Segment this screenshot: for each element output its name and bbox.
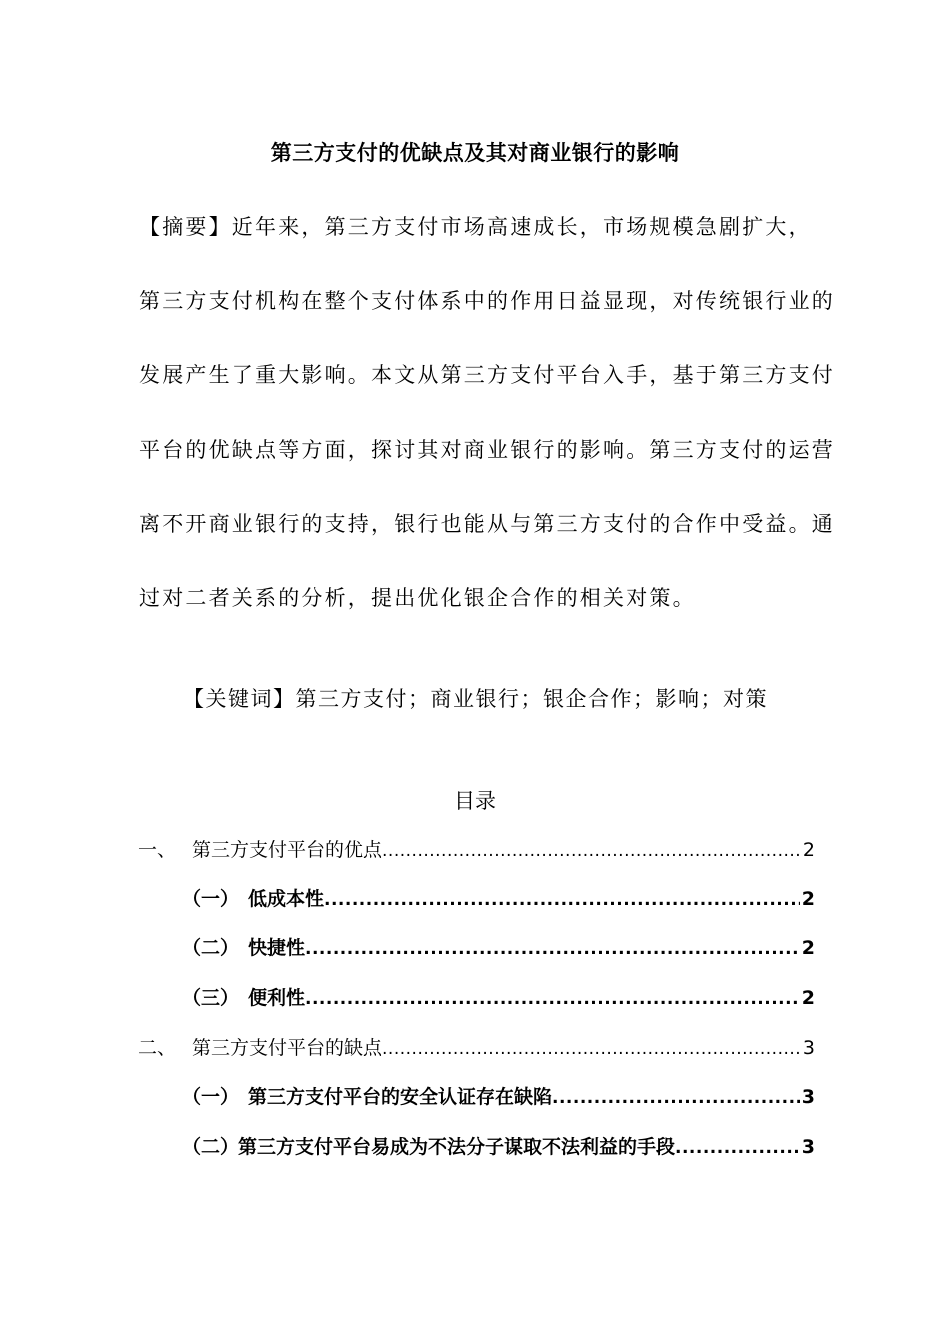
toc-entry-page: 3 bbox=[801, 1136, 815, 1158]
toc-entry-label: 第三方支付平台的安全认证存在缺陷 bbox=[248, 1086, 553, 1108]
toc-entry[interactable] bbox=[138, 836, 815, 865]
abstract-line: 离不开商业银行的支持，银行也能从与第三方支付的合作中受益。通 bbox=[139, 512, 835, 536]
toc-entry-number: （二） bbox=[182, 937, 240, 959]
toc-entry-label: 第三方支付平台易成为不法分子谋取不法利益的手段 bbox=[238, 1136, 676, 1158]
toc-entry-label: 便利性 bbox=[248, 987, 306, 1009]
toc-entry[interactable] bbox=[182, 934, 815, 963]
toc-entry[interactable] bbox=[182, 1133, 815, 1162]
toc-entry-page: 2 bbox=[802, 839, 815, 861]
toc-leader-dots bbox=[382, 837, 801, 865]
toc-entry-number: （一） bbox=[182, 1086, 240, 1108]
toc-entry-label: 快捷性 bbox=[248, 937, 306, 959]
toc-heading: 目录 bbox=[454, 789, 496, 813]
toc-entry-page: 3 bbox=[802, 1037, 815, 1059]
toc-entry-page: 2 bbox=[801, 937, 815, 959]
toc-entry[interactable] bbox=[182, 885, 815, 914]
abstract-line: 第三方支付机构在整个支付体系中的作用日益显现，对传统银行业的 bbox=[139, 289, 835, 313]
toc-leader-dots bbox=[552, 1084, 800, 1112]
abstract-line: 发展产生了重大影响。本文从第三方支付平台入手，基于第三方支付 bbox=[139, 363, 835, 387]
toc-entry-number: （三） bbox=[182, 987, 240, 1009]
toc-entry-label: 第三方支付平台的优点 bbox=[192, 839, 383, 861]
toc-entry-label: 低成本性 bbox=[248, 888, 325, 910]
toc-leader-dots bbox=[324, 886, 800, 914]
toc-entry-label: 第三方支付平台的缺点 bbox=[192, 1037, 383, 1059]
abstract-line: 平台的优缺点等方面，探讨其对商业银行的影响。第三方支付的运营 bbox=[139, 438, 835, 462]
toc-entry-number: 二、 bbox=[138, 1037, 177, 1059]
toc-entry-number: （二） bbox=[182, 1136, 240, 1158]
toc-leader-dots bbox=[305, 935, 800, 963]
toc-entry-number: （一） bbox=[182, 888, 240, 910]
toc-entry-page: 2 bbox=[801, 987, 815, 1009]
abstract-line: 【摘要】近年来，第三方支付市场高速成长，市场规模急剧扩大， bbox=[139, 215, 812, 239]
document-title: 第三方支付的优缺点及其对商业银行的影响 bbox=[270, 141, 680, 165]
toc-leader-dots bbox=[305, 985, 800, 1013]
toc-entry-page: 2 bbox=[801, 888, 815, 910]
abstract-line: 过对二者关系的分析，提出优化银企合作的相关对策。 bbox=[139, 586, 696, 610]
toc-entry[interactable] bbox=[182, 1083, 815, 1112]
keywords: 【关键词】第三方支付；商业银行；银企合作；影响；对策 bbox=[183, 687, 768, 711]
toc-entry[interactable] bbox=[138, 1034, 815, 1063]
toc-entry-page: 3 bbox=[801, 1086, 815, 1108]
toc-leader-dots bbox=[675, 1134, 800, 1162]
toc-leader-dots bbox=[382, 1035, 801, 1063]
toc-entry-number: 一、 bbox=[138, 839, 177, 861]
toc-entry[interactable] bbox=[182, 984, 815, 1013]
